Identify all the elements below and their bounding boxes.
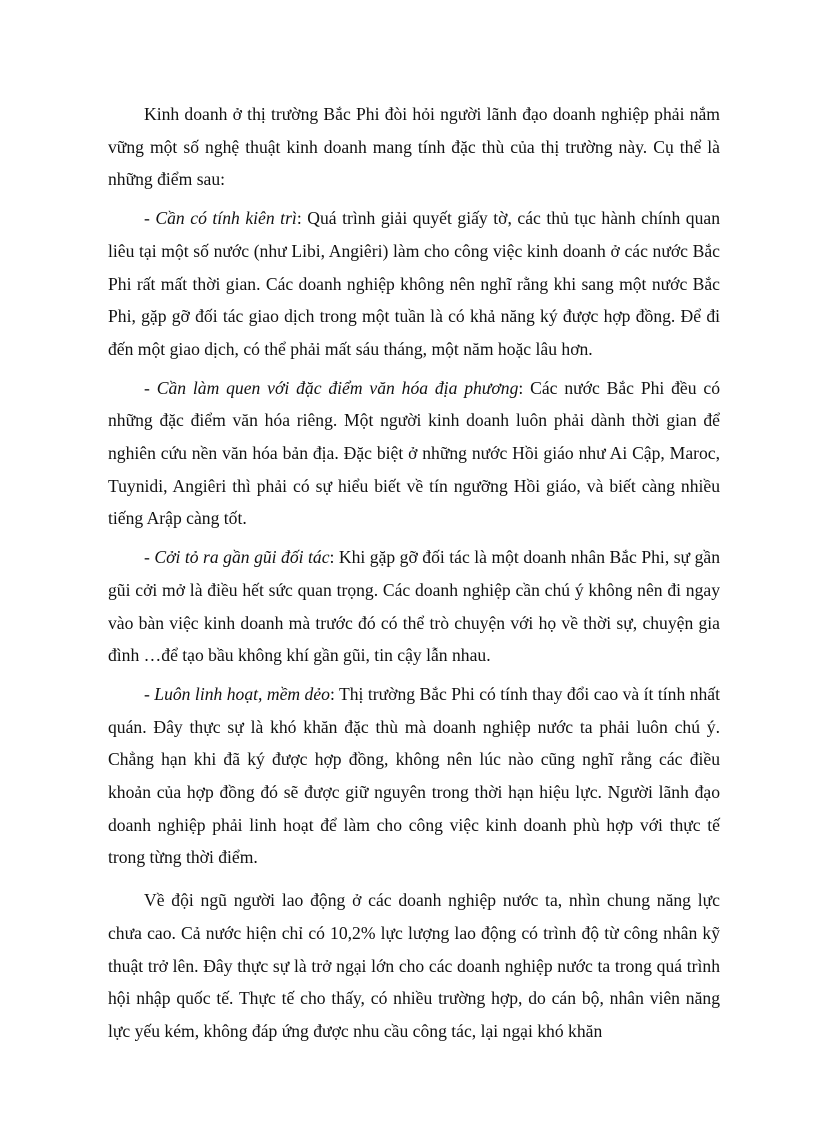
paragraph-lead: - Cần làm quen với đặc điểm văn hóa địa phương [144, 377, 519, 398]
paragraph-lead: - Cần có tính kiên trì [144, 208, 297, 229]
paragraph-closeness [108, 541, 720, 672]
paragraph-lead: - Luôn linh hoạt, mềm dẻo [144, 683, 330, 704]
document-body [108, 98, 720, 1048]
paragraph-text: : Quá trình giải quyết giấy tờ, các thủ tục hành chính quan liêu tại một số nước (như Libi, Angiêri) làm cho công việc kinh doanh ở các nước Bắc Phi rất mất thời gian. Các doanh nghiệp không nên nghĩ rằng khi sang một nước Bắc Phi, gặp gỡ đối tác giao dịch trong một tuần là có khả năng ký được hợp đồng. Để đi đến một giao dịch, có thể phải mất sáu tháng, một năm hoặc lâu hơn. [108, 208, 720, 359]
paragraph-text: : Khi gặp gỡ đối tác là một doanh nhân Bắc Phi, sự gần gũi cởi mở là điều hết sức quan trọng. Các doanh nghiệp cần chú ý không nên đi ngay vào bàn việc kinh doanh mà trước đó có thể trò chuyện với họ về thời sự, chuyện gia đình …để tạo bầu không khí gần gũi, tin cậy lẫn nhau. [108, 547, 720, 666]
paragraph-perseverance [108, 202, 720, 366]
paragraph-text: Kinh doanh ở thị trường Bắc Phi đòi hỏi người lãnh đạo doanh nghiệp phải nắm vững một số nghệ thuật kinh doanh mang tính đặc thù của thị trường này. Cụ thể là những điểm sau: [108, 104, 720, 190]
paragraph-lead: - Cởi tỏ ra gần gũi đối tác [144, 547, 330, 568]
paragraph-local-culture [108, 372, 720, 536]
paragraph-workforce [108, 884, 720, 1048]
paragraph-text: : Các nước Bắc Phi đều có những đặc điểm văn hóa riêng. Một người kinh doanh luôn phải dành thời gian để nghiên cứu nền văn hóa bản địa. Đặc biệt ở những nước Hồi giáo như Ai Cập, Maroc, Tuynidi, Angiêri thì phải có sự hiểu biết về tín ngưỡng Hồi giáo, và biết càng nhiều tiếng Arập càng tốt. [108, 377, 720, 529]
paragraph-intro [108, 98, 720, 196]
paragraph-flexibility [108, 678, 720, 874]
paragraph-text: Về đội ngũ người lao động ở các doanh nghiệp nước ta, nhìn chung năng lực chưa cao. Cả nước hiện chỉ có 10,2% lực lượng lao động có trình độ từ công nhân kỹ thuật trở lên. Đây thực sự là trở ngại lớn cho các doanh nghiệp nước ta trong quá trình hội nhập quốc tế. Thực tế cho thấy, có nhiều trường hợp, do cán bộ, nhân viên năng lực yếu kém, không đáp ứng được nhu cầu công tác, lại ngại khó khăn [108, 890, 720, 1041]
paragraph-text: : Thị trường Bắc Phi có tính thay đổi cao và ít tính nhất quán. Đây thực sự là khó khăn đặc thù mà doanh nghiệp nước ta phải luôn chú ý. Chẳng hạn khi đã ký được hợp đồng, không nên lúc nào cũng nghĩ rằng các điều khoản của hợp đồng đó sẽ được giữ nguyên trong thời hạn hiệu lực. Người lãnh đạo doanh nghiệp phải linh hoạt để làm cho công việc kinh doanh phù hợp với thực tế trong từng thời điểm. [108, 683, 720, 868]
